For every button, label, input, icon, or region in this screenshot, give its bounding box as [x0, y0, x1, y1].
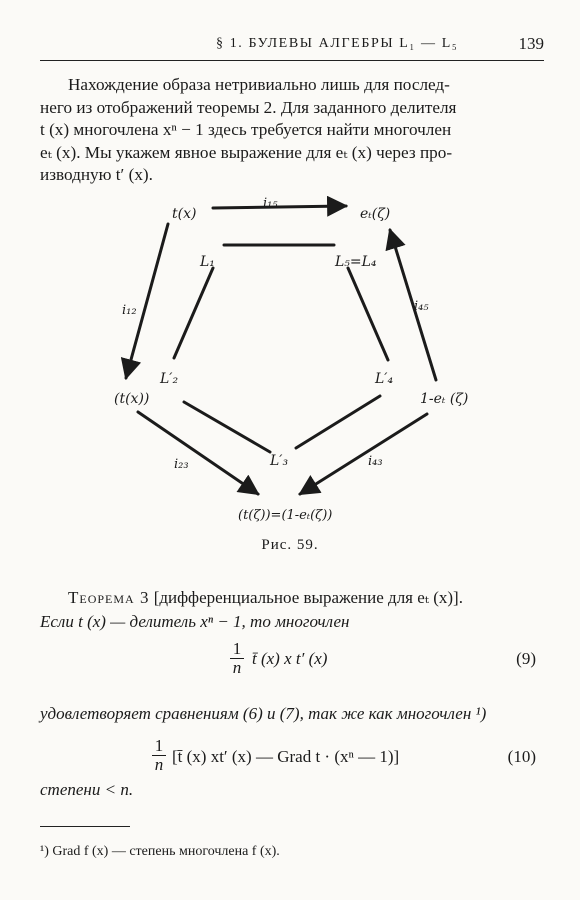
arrow-i15	[213, 206, 346, 208]
theorem-statement	[40, 586, 544, 634]
formula-9-denominator: n	[232, 658, 242, 677]
figure-caption: Рис. 59.	[261, 537, 319, 553]
footnote-rule	[40, 826, 130, 827]
label-i43: i₄₃	[368, 454, 383, 469]
label-i45: i₄₅	[414, 299, 429, 314]
between-text: удовлетворяет сравнениям (6) и (7), так же как многочлен ¹)	[40, 704, 487, 723]
arrow-i43	[300, 414, 427, 494]
label-i23: i₂₃	[174, 457, 189, 472]
node-t-x-paren: (t(x))	[114, 391, 150, 407]
node-bottom: (t(ζ))=(1-eₜ(ζ))	[238, 508, 333, 523]
edge-L4p-L3p	[296, 396, 380, 448]
theorem-name: Теорема 3	[68, 588, 150, 607]
arrow-i23	[138, 412, 258, 494]
diagram-svg	[0, 190, 580, 530]
theorem-line-1	[40, 586, 544, 610]
formula-9-numerator: 1	[232, 639, 242, 658]
arrow-i45	[390, 230, 436, 380]
formula-10-body: [t̄ (x) xt′ (x) — Grad t · (xⁿ — 1)]	[172, 747, 400, 766]
running-header	[40, 36, 544, 60]
intro-line: t (x) многочлена xⁿ − 1 здесь требуется найти многочлен	[40, 120, 452, 140]
formula-9-fraction	[230, 640, 244, 677]
edge-L1-L2p	[174, 268, 213, 358]
figure-59	[0, 190, 580, 530]
node-L4p: L′₄	[375, 371, 394, 387]
node-et-zeta: eₜ(ζ)	[360, 206, 391, 222]
intro-line: eₜ (x). Мы укажем явное выражение для eₜ (x) через про-	[40, 142, 453, 162]
label-i12: i₁₂	[122, 303, 137, 318]
intro-paragraph	[40, 74, 544, 187]
formula-10-numerator: 1	[154, 736, 164, 755]
theorem-line-2: Если t (x) — делитель xⁿ − 1, то многочлен	[40, 612, 350, 631]
node-L5: L₅=L₄	[335, 254, 377, 270]
intro-line: изводную t′ (x).	[40, 165, 153, 185]
formula-9-body: t̄ (x) x t′ (x)	[252, 649, 328, 668]
header-title: § 1. БУЛЕВЫ АЛГЕБРЫ L₁ — L₅	[216, 36, 459, 51]
edge-L2p-L3p	[184, 402, 270, 452]
page-number: 139	[518, 34, 544, 53]
node-one-minus-et: 1-eₜ (ζ)	[420, 391, 469, 407]
node-L3p: L′₃	[270, 453, 289, 469]
theorem-bracket: [дифференциальное выражение для eₜ (x)].	[153, 588, 463, 607]
intro-line: него из отображений теоремы 2. Для заданного делителя	[40, 97, 457, 117]
formula-10-denominator: n	[154, 755, 164, 774]
arrow-i12	[126, 224, 168, 378]
formula-9	[0, 640, 580, 690]
intro-line: Нахождение образа нетривиально лишь для послед-	[68, 75, 450, 94]
formula-9-number: (9)	[516, 649, 536, 668]
edge-L5-L4p	[348, 268, 388, 360]
node-L2p: L′₂	[160, 371, 179, 387]
footnote: ¹) Grad f (x) — степень многочлена f (x).	[40, 844, 280, 859]
node-L1: L₁	[200, 254, 215, 270]
header-rule	[40, 60, 544, 61]
node-t-x: t(x)	[172, 206, 197, 222]
formula-10-number: (10)	[507, 747, 536, 766]
label-i15: i₁₅	[263, 196, 278, 211]
formula-10-fraction	[152, 737, 166, 774]
degree-text: степени < n.	[40, 780, 134, 799]
